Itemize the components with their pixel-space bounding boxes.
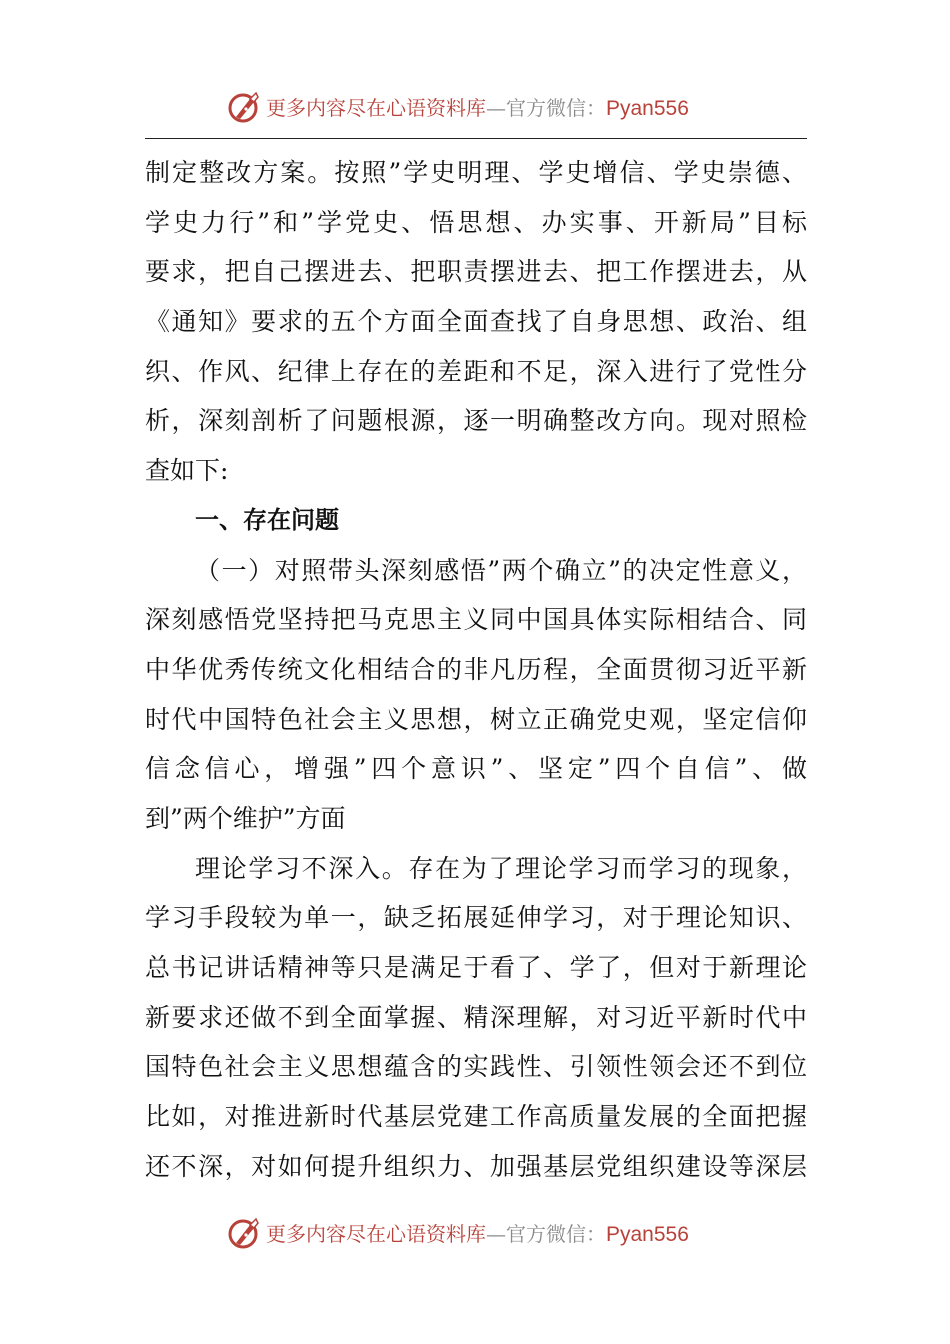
pen-nib-circle-icon [226, 89, 262, 125]
header-divider [145, 138, 807, 139]
header-banner-dash: — [486, 96, 506, 120]
section-heading: 一、存在问题 [195, 505, 339, 534]
paragraph-line-2: 学习手段较为单一，缺乏拓展延伸学习，对于理论知识、 [145, 903, 807, 933]
body-line-1: 制定整改方案。按照”学史明理、学史增信、学史崇德、 [145, 158, 807, 187]
subsection-heading-line-4: 时代中国特色社会主义思想，树立正确党史观，坚定信仰 [145, 704, 807, 734]
pen-nib-circle-icon [226, 1215, 262, 1251]
footer-banner-dash: — [486, 1222, 506, 1246]
header-banner-text [266, 92, 689, 121]
body-line-5: 织、作风、纪律上存在的差距和不足，深入进行了党性分 [145, 356, 807, 386]
document-body [145, 148, 807, 1191]
header-banner [0, 86, 950, 126]
subsection-heading-line-5: 信念信心，增强”四个意识”、坚定”四个自信”、做 [145, 754, 807, 784]
body-line-7: 查如下: [145, 456, 229, 486]
subsection-heading-line-2: 深刻感悟党坚持把马克思主义同中国具体实际相结合、同 [145, 605, 807, 635]
header-banner-wechat-id: Pyan556 [606, 97, 689, 120]
header-banner-title: 更多内容尽在心语资料库 [266, 96, 486, 120]
paragraph-line-5: 国特色社会主义思想蕴含的实践性、引领性领会还不到位 [145, 1052, 807, 1082]
subsection-heading-line-3: 中华优秀传统文化相结合的非凡历程，全面贯彻习近平新 [145, 654, 807, 684]
body-line-6: 析，深刻剖析了问题根源，逐一明确整改方向。现对照检 [145, 406, 807, 436]
footer-banner-title: 更多内容尽在心语资料库 [266, 1222, 486, 1246]
paragraph-line-3: 总书记讲话精神等只是满足于看了、学了，但对于新理论 [145, 953, 807, 982]
subsection-heading-line-6: 到”两个维护”方面 [145, 803, 346, 833]
header-banner-wechat-label: 官方微信： [506, 96, 606, 120]
footer-banner-wechat-label: 官方微信： [506, 1222, 606, 1246]
body-line-4: 《通知》要求的五个方面全面查找了自身思想、政治、组 [145, 307, 807, 337]
paragraph-line-7: 还不深，对如何提升组织力、加强基层党组织建设等深层 [145, 1151, 807, 1181]
footer-banner-text [266, 1218, 689, 1247]
body-line-2: 学史力行”和”学党史、悟思想、办实事、开新局”目标 [145, 207, 807, 237]
footer-banner-wechat-id: Pyan556 [606, 1223, 689, 1246]
subsection-heading-line-1: （一）对照带头深刻感悟”两个确立”的决定性意义， [195, 555, 807, 585]
paragraph-line-6: 比如，对推进新时代基层党建工作高质量发展的全面把握 [145, 1102, 807, 1132]
paragraph-line-1: 理论学习不深入。存在为了理论学习而学习的现象， [195, 853, 807, 883]
footer-banner [0, 1212, 950, 1252]
paragraph-line-4: 新要求还做不到全面掌握、精深理解，对习近平新时代中 [145, 1002, 807, 1032]
body-line-3: 要求，把自己摆进去、把职责摆进去、把工作摆进去，从 [145, 257, 807, 287]
